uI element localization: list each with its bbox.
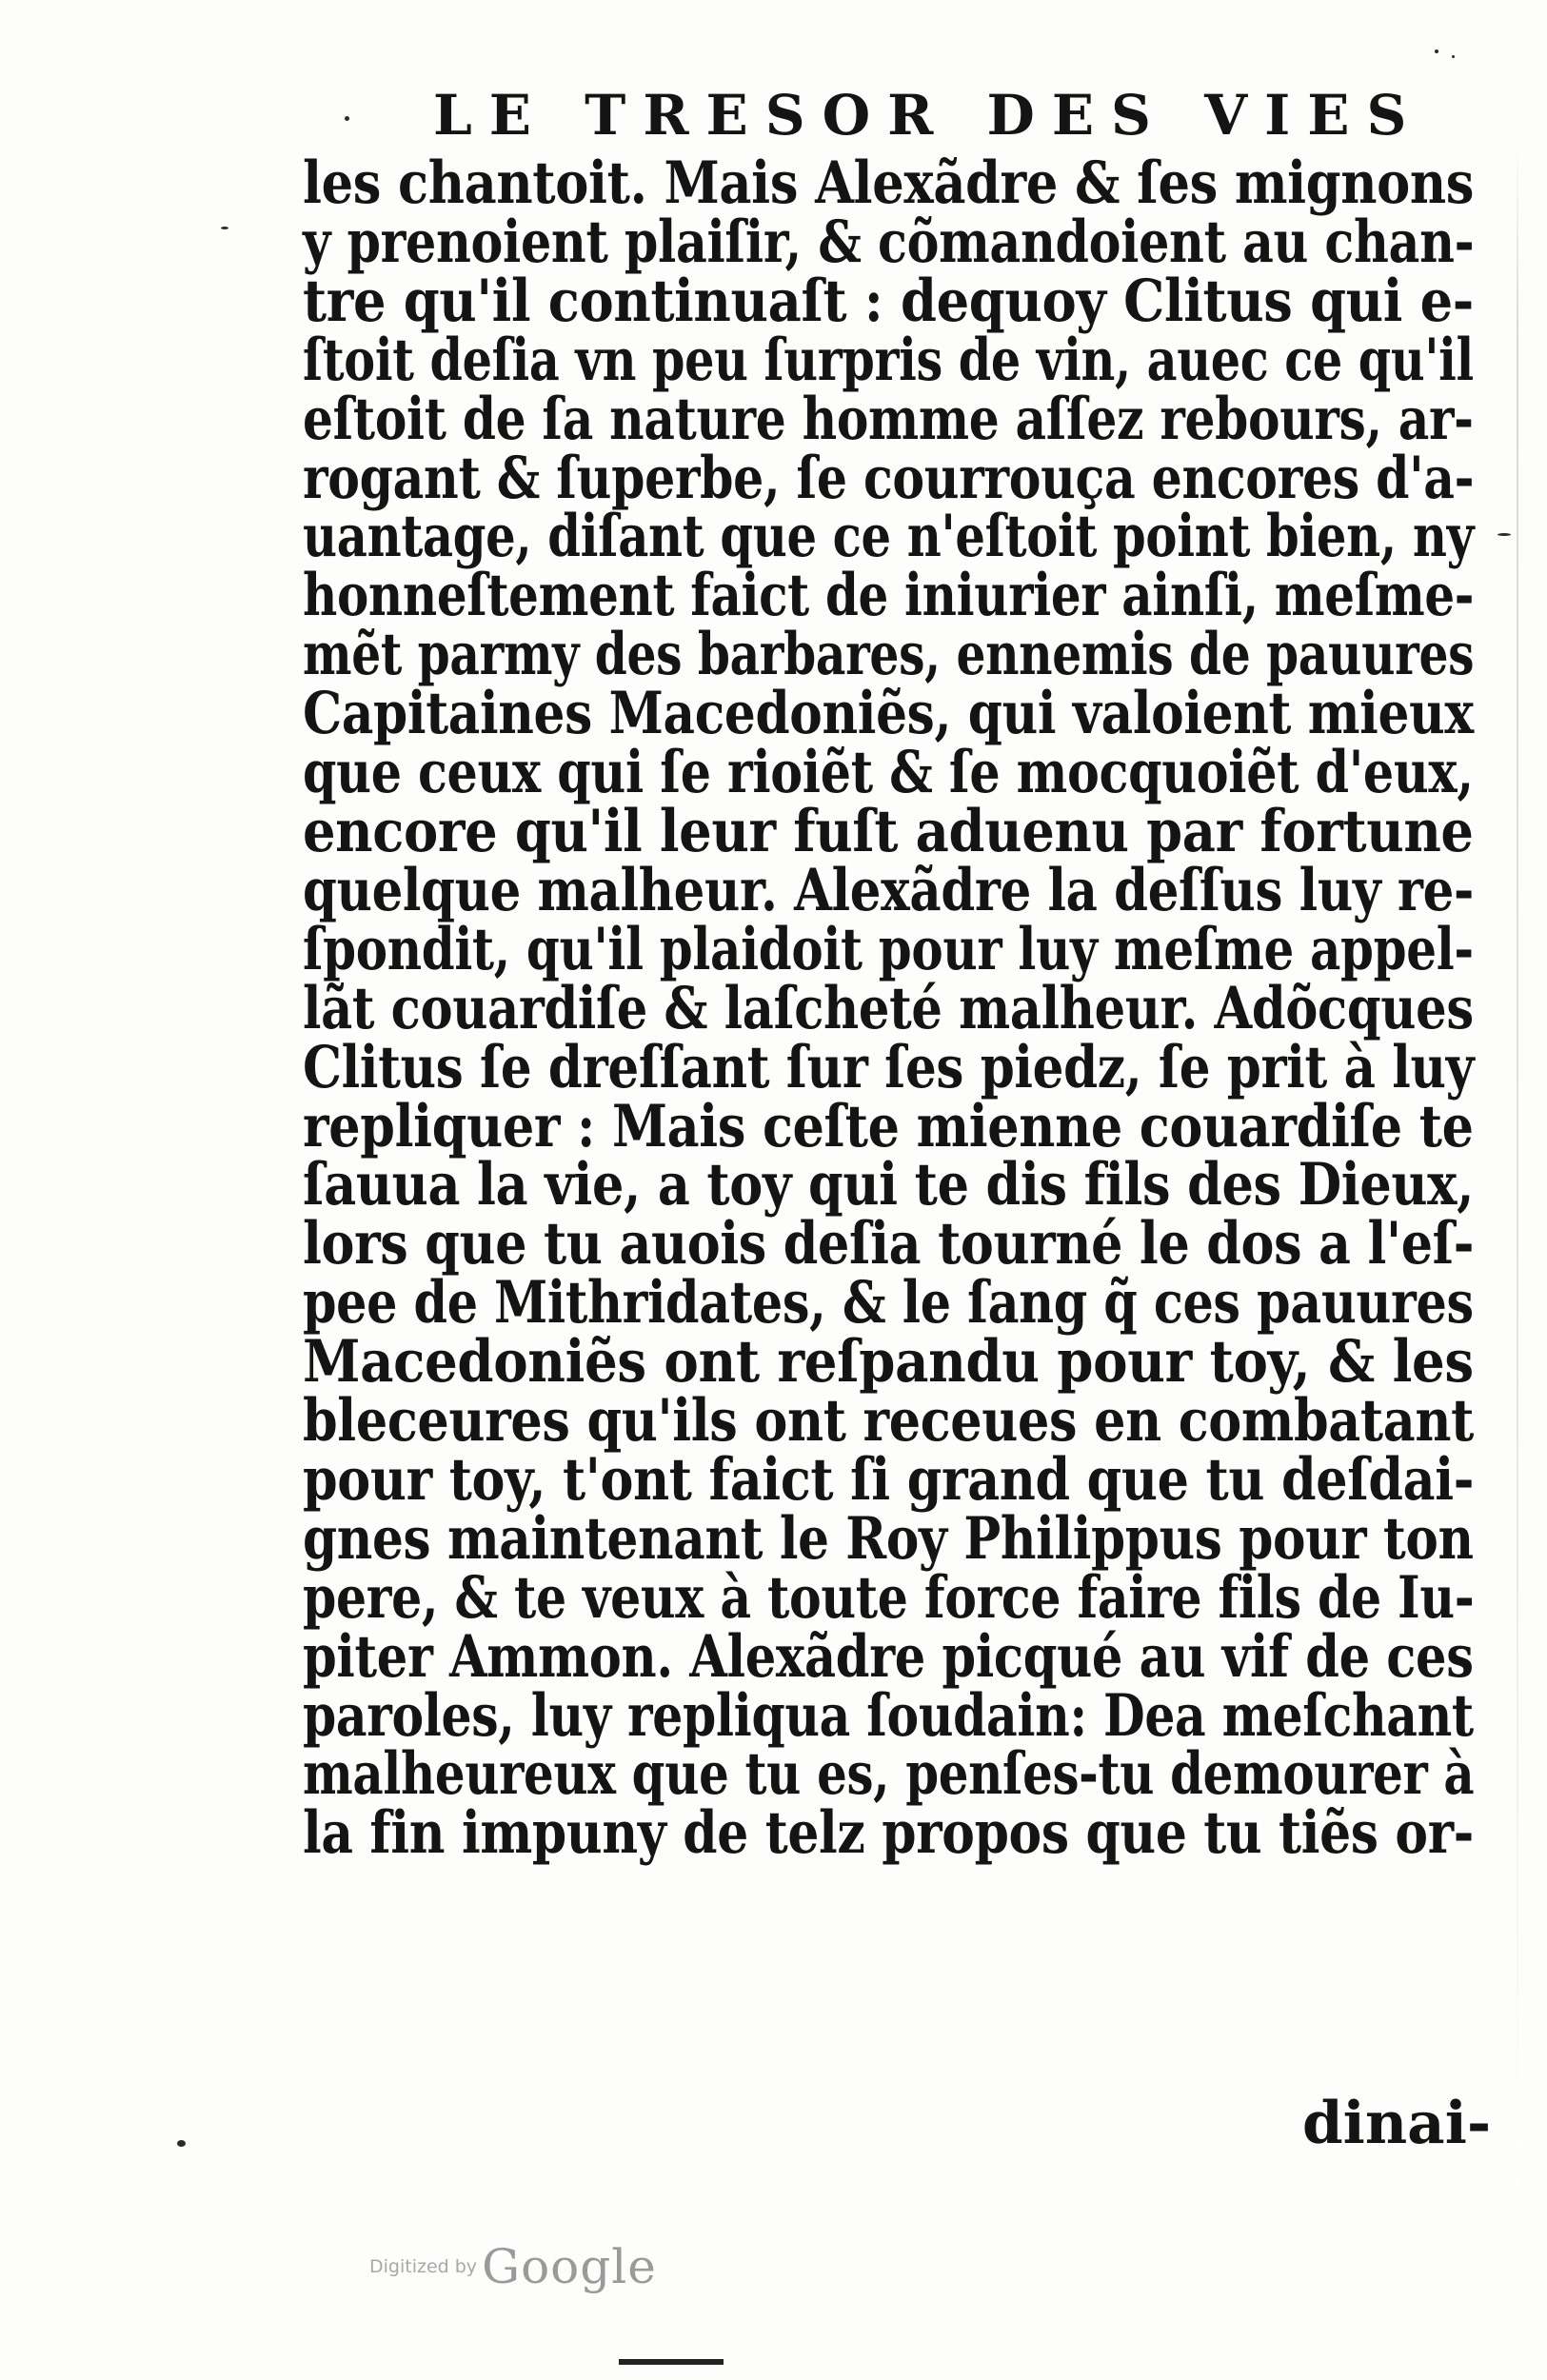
watermark-prefix: Digitized by — [369, 2256, 478, 2277]
text-line: lors que tu auois deſia tourné le dos a l'eſ- — [303, 1210, 1475, 1279]
ink-speck — [345, 116, 349, 121]
text-line: uantage, diſant que ce n'eſtoit point bien, ny — [303, 503, 1475, 571]
text-line: honneſtement faict de iniurier ainſi, meſme- — [303, 562, 1475, 630]
ink-speck — [177, 2140, 186, 2147]
text-line: tre qu'il continuaſt : dequoy Clitus qui e- — [303, 267, 1474, 335]
text-line: pere, & te veux à toute force faire fils de Iu- — [303, 1563, 1475, 1632]
text-line: bleceures qu'ils ont receues en combatant — [303, 1387, 1474, 1456]
text-line: gnes maintenant le Roy Philippus pour ton — [303, 1504, 1474, 1573]
watermark-brand: Google — [482, 2239, 657, 2294]
text-line: paroles, luy repliqua ſoudain: Dea meſchant — [303, 1681, 1474, 1750]
text-line: encore qu'il leur fuſt aduenu par fortune — [303, 797, 1474, 865]
text-line: les chantoit. Mais Alexãdre & ſes mignons — [303, 149, 1475, 217]
ink-speck — [221, 227, 228, 229]
text-line: mẽt parmy des barbares, ennemis de pauures — [303, 621, 1475, 689]
text-line: ſauua la vie, a toy qui te dis fils des Dieux, — [303, 1151, 1475, 1220]
page-edge-shadow — [1517, 133, 1518, 2190]
text-line: quelque malheur. Alexãdre la deſſus luy re- — [303, 856, 1474, 924]
text-line: rogant & ſuperbe, ſe courrouça encores d'a- — [303, 444, 1475, 512]
body-text — [303, 149, 1475, 1868]
running-head: LE TRESOR DES VIES — [433, 83, 1424, 148]
text-line: lãt couardiſe & laſcheté malheur. Adõcques — [303, 974, 1474, 1042]
text-line: Capitaines Macedoniẽs, qui valoient mieux — [303, 680, 1474, 748]
text-line: la fin impuny de telz propos que tu tiẽs or- — [303, 1799, 1474, 1868]
text-line: ſtoit deſia vn peu ſurpris de vin, auec ce qu'il — [303, 326, 1474, 394]
text-line: ſpondit, qu'il plaidoit pour luy meſme appel- — [303, 915, 1474, 983]
text-line: eſtoit de ſa nature homme aſſez rebours, ar- — [303, 385, 1474, 453]
text-line: y prenoient plaiſir, & cõmandoient au chan- — [303, 208, 1475, 276]
digitization-watermark — [369, 2239, 657, 2294]
catchword: dinai- — [1302, 2090, 1492, 2157]
text-line: piter Ammon. Alexãdre picqué au vif de ces — [303, 1622, 1474, 1691]
text-line: repliquer : Mais ceſte mienne couardiſe te — [303, 1092, 1474, 1160]
scan-edge-mark — [619, 2359, 724, 2365]
text-line: pee de Mithridates, & le ſang q̃ ces pauures — [303, 1269, 1474, 1338]
ink-speck — [1452, 55, 1455, 58]
ink-speck — [1497, 533, 1511, 536]
text-line: pour toy, t'ont faict ſi grand que tu deſdai- — [303, 1445, 1475, 1514]
text-line: Macedoniẽs ont reſpandu pour toy, & les — [303, 1328, 1474, 1397]
text-line: malheureux que tu es, penſes-tu demourer à — [303, 1740, 1475, 1809]
ink-speck — [1435, 50, 1438, 53]
text-line: que ceux qui ſe rioiẽt & ſe mocquoiẽt d'eux, — [303, 739, 1474, 807]
text-line: Clitus ſe dreſſant ſur ſes piedz, ſe prit à luy — [303, 1033, 1475, 1101]
